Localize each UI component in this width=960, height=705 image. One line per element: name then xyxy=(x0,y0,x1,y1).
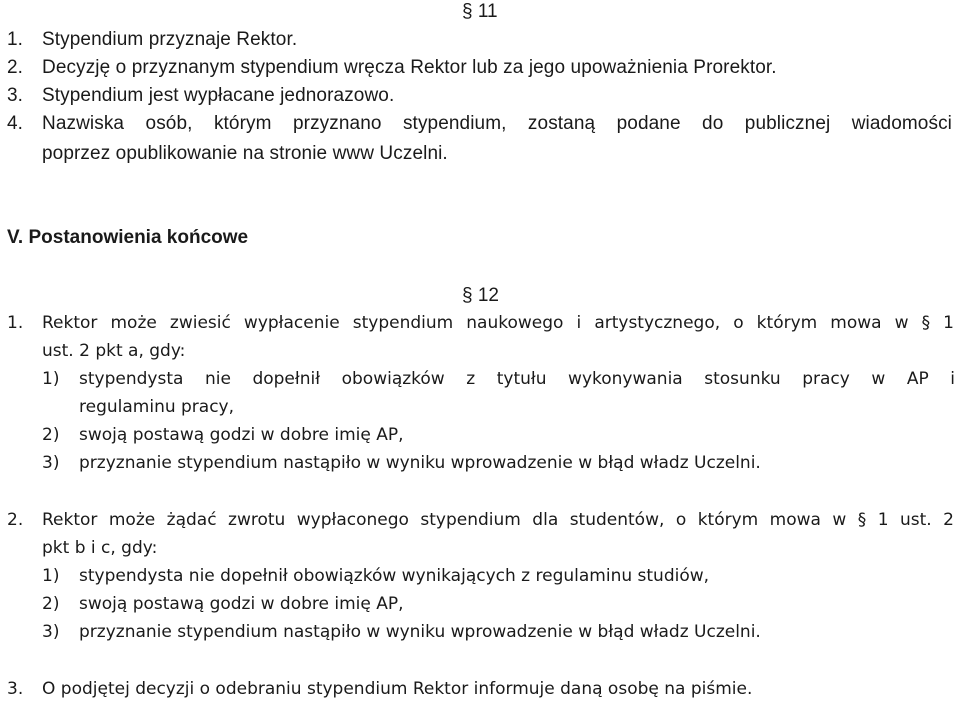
item-number: 1. xyxy=(7,29,24,50)
sub-item-number: 1) xyxy=(42,566,60,586)
sub-item-text: przyznanie stypendium nastąpiło w wyniku wprowadzenie w błąd władz Uczelni. xyxy=(79,453,761,473)
section-12-heading: § 12 xyxy=(462,285,499,306)
item-number: 3. xyxy=(7,679,24,699)
sub-item-text: swoją postawą godzi w dobre imię AP, xyxy=(79,594,404,614)
item-number: 3. xyxy=(7,85,24,106)
sub-item-text: stypendysta nie dopełnił obowiązków z tytułu wykonywania stosunku pracy w AP i xyxy=(79,369,955,389)
sub-item-text: regulaminu pracy, xyxy=(79,397,235,417)
item-text: Decyzję o przyznanym stypendium wręcza Rektor lub za jego upoważnienia Prorektor. xyxy=(42,57,777,78)
sub-item-number: 2) xyxy=(42,425,60,445)
sub-item-number: 2) xyxy=(42,594,60,614)
item-number: 2. xyxy=(7,510,24,530)
item-text: Nazwiska osób, którym przyznano stypendium, zostaną podane do publicznej wiadomości xyxy=(42,113,952,134)
item-number: 4. xyxy=(7,113,24,134)
item-number: 2. xyxy=(7,57,24,78)
item-text: Stypendium jest wypłacane jednorazowo. xyxy=(42,85,395,106)
sub-item-text: swoją postawą godzi w dobre imię AP, xyxy=(79,425,404,445)
sub-item-number: 3) xyxy=(42,453,60,473)
section-11-heading: § 11 xyxy=(462,1,498,22)
chapter-title: V. Postanowienia końcowe xyxy=(7,227,249,248)
item-text: Rektor może zwiesić wypłacenie stypendium naukowego i artystycznego, o którym mowa w § 1 xyxy=(42,313,954,333)
item-text: Rektor może żądać zwrotu wypłaconego stypendium dla studentów, o którym mowa w § 1 ust. 2 xyxy=(42,510,954,530)
sub-item-text: stypendysta nie dopełnił obowiązków wynikających z regulaminu studiów, xyxy=(79,566,710,586)
item-text: pkt b i c, gdy: xyxy=(42,538,158,558)
item-text: O podjętej decyzji o odebraniu stypendium Rektor informuje daną osobę na piśmie. xyxy=(42,679,753,699)
item-text: ust. 2 pkt a, gdy: xyxy=(42,341,186,361)
sub-item-text: przyznanie stypendium nastąpiło w wyniku wprowadzenie w błąd władz Uczelni. xyxy=(79,622,761,642)
item-text: poprzez opublikowanie na stronie www Uczelni. xyxy=(42,143,448,164)
item-number: 1. xyxy=(7,313,24,333)
sub-item-number: 3) xyxy=(42,622,60,642)
item-text: Stypendium przyznaje Rektor. xyxy=(42,29,298,50)
sub-item-number: 1) xyxy=(42,369,60,389)
